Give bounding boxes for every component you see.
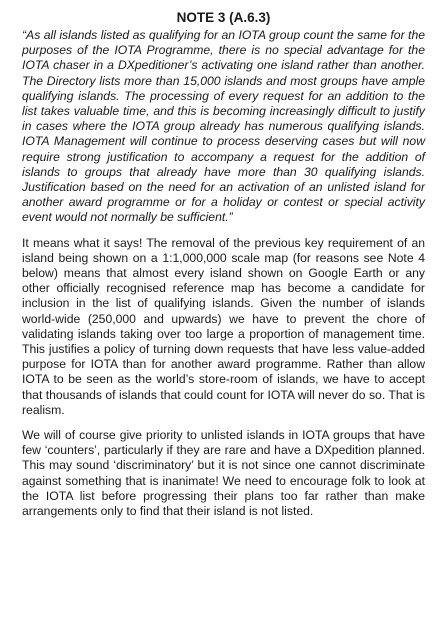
explanation-paragraph-2: We will of course give priority to unlisted islands in IOTA groups that have few ‘counters’, particularly if they are rare and have a DXpedition planned. This may sound ‘discriminatory’ but it is not since one cannot discriminate against something that is inanimate! We need to encourage folk to look at the IOTA list before progressing their plans too far rather than make arrangements only to find that their island is not listed.: [22, 428, 425, 519]
explanation-paragraph-1: It means what it says! The removal of the previous key requirement of an island being shown on a 1:1,000,000 scale map (for reasons see Note 4 below) means that almost every island shown on Google Earth or any other officially recognised reference map has become a candidate for inclusion in the list of qualifying islands. Given the number of islands world-wide (250,000 and upwards) we have to prevent the chore of validating islands taking over too large a proportion of management time. This justifies a policy of turning down requests that have less value-added purpose for IOTA than for another award programme. Rather than allow IOTA to be seen as the world’s store-room of islands, we have to accept that thousands of islands that could count for IOTA will never do so. That is realism.: [22, 235, 425, 417]
note-title: NOTE 3 (A.6.3): [176, 10, 271, 25]
quoted-rule-text: “As all islands listed as qualifying for an IOTA group count the same for the purposes of the IOTA Programme, there is no special advantage for the IOTA chaser in a DXpeditioner’s activating one island rather than another. The Directory lists more than 15,000 islands and most groups have ample qualifying islands. The processing of every request for an addition to the list takes valuable time, and this is becoming increasingly difficult to justify in cases where the IOTA group already has numerous qualifying islands. IOTA Management will continue to process deserving cases but will now require strong justification to accompany a request for the addition of islands to groups that already have more than 30 qualifying islands. Justification based on the need for an activation of an unlisted island for another award programme or for a holiday or contest or special activity event would not normally be sufficient.”: [22, 28, 425, 225]
